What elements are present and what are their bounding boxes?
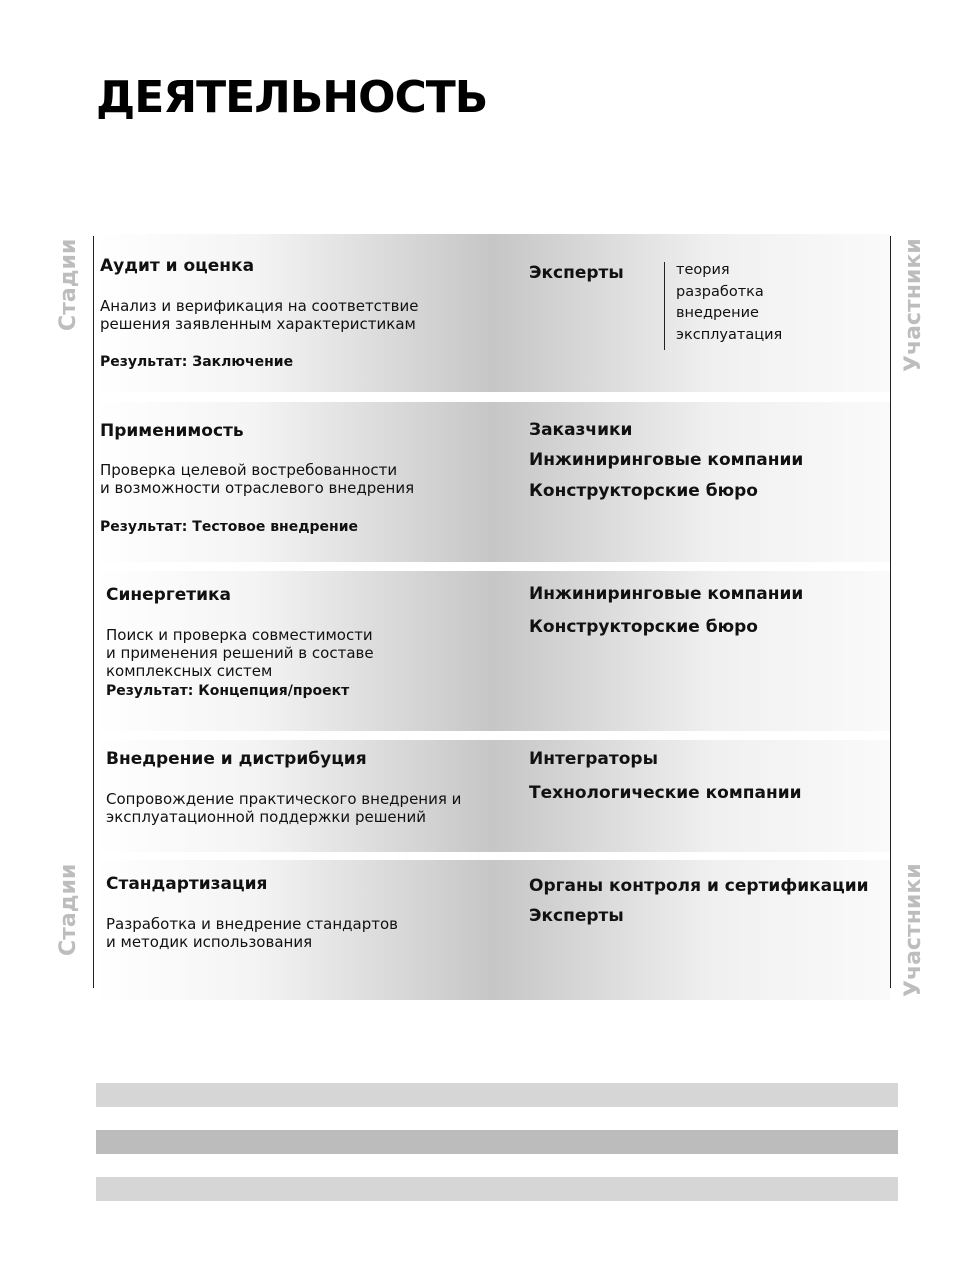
participant: Технологические компании — [529, 783, 802, 803]
participant: Эксперты — [529, 906, 624, 926]
list-item: теория — [676, 262, 730, 278]
stage-result: Результат: Концепция/проект — [106, 683, 350, 699]
left-frame-line — [93, 236, 94, 988]
stages-side-label-bottom: Стадии — [56, 863, 81, 956]
decorative-band-1 — [96, 1083, 898, 1107]
participant: Инжиниринговые компании — [529, 584, 804, 604]
stage-title: Синергетика — [106, 585, 232, 605]
stages-side-label-top: Стадии — [56, 238, 81, 331]
right-frame-line — [890, 236, 891, 988]
decorative-band-2 — [96, 1130, 898, 1154]
list-item: внедрение — [676, 305, 759, 321]
stage-description: Сопровождение практического внедрения и эксплуатационной поддержки решений — [106, 790, 462, 826]
stage-title: Стандартизация — [106, 874, 268, 894]
stage-title: Аудит и оценка — [100, 256, 255, 276]
list-item: разработка — [676, 283, 764, 300]
stage-title: Применимость — [100, 421, 244, 441]
participants-side-label-top: Участники — [901, 238, 926, 372]
stage-description: Проверка целевой востребованности и возможности отраслевого внедрения — [100, 461, 415, 497]
participant: Заказчики — [529, 420, 633, 440]
participant: Интеграторы — [529, 749, 658, 769]
stage-description: Анализ и верификация на соответствие решения заявленным характеристикам — [100, 297, 419, 333]
stage-description: Поиск и проверка совместимости и применения решений в составе комплексных систем — [106, 626, 374, 680]
participant: Конструкторские бюро — [529, 617, 758, 637]
stage-description: Разработка и внедрение стандартов и методик использования — [106, 915, 399, 951]
participant: Органы контроля и сертификации — [529, 876, 869, 896]
participant: Эксперты — [529, 263, 624, 283]
stage-result: Результат: Заключение — [100, 354, 294, 370]
sub-list-divider — [664, 262, 665, 350]
participant: Инжиниринговые компании — [529, 450, 804, 470]
participant: Конструкторские бюро — [529, 481, 758, 501]
expert-areas-list — [676, 260, 782, 346]
stage-title: Внедрение и дистрибуция — [106, 749, 367, 769]
decorative-band-3 — [96, 1177, 898, 1201]
list-item: эксплуатация — [676, 326, 783, 343]
participants-side-label-bottom: Участники — [901, 863, 926, 997]
page-title: ДЕЯТЕЛЬНОСТЬ — [96, 72, 488, 123]
stage-result: Результат: Тестовое внедрение — [100, 519, 359, 535]
